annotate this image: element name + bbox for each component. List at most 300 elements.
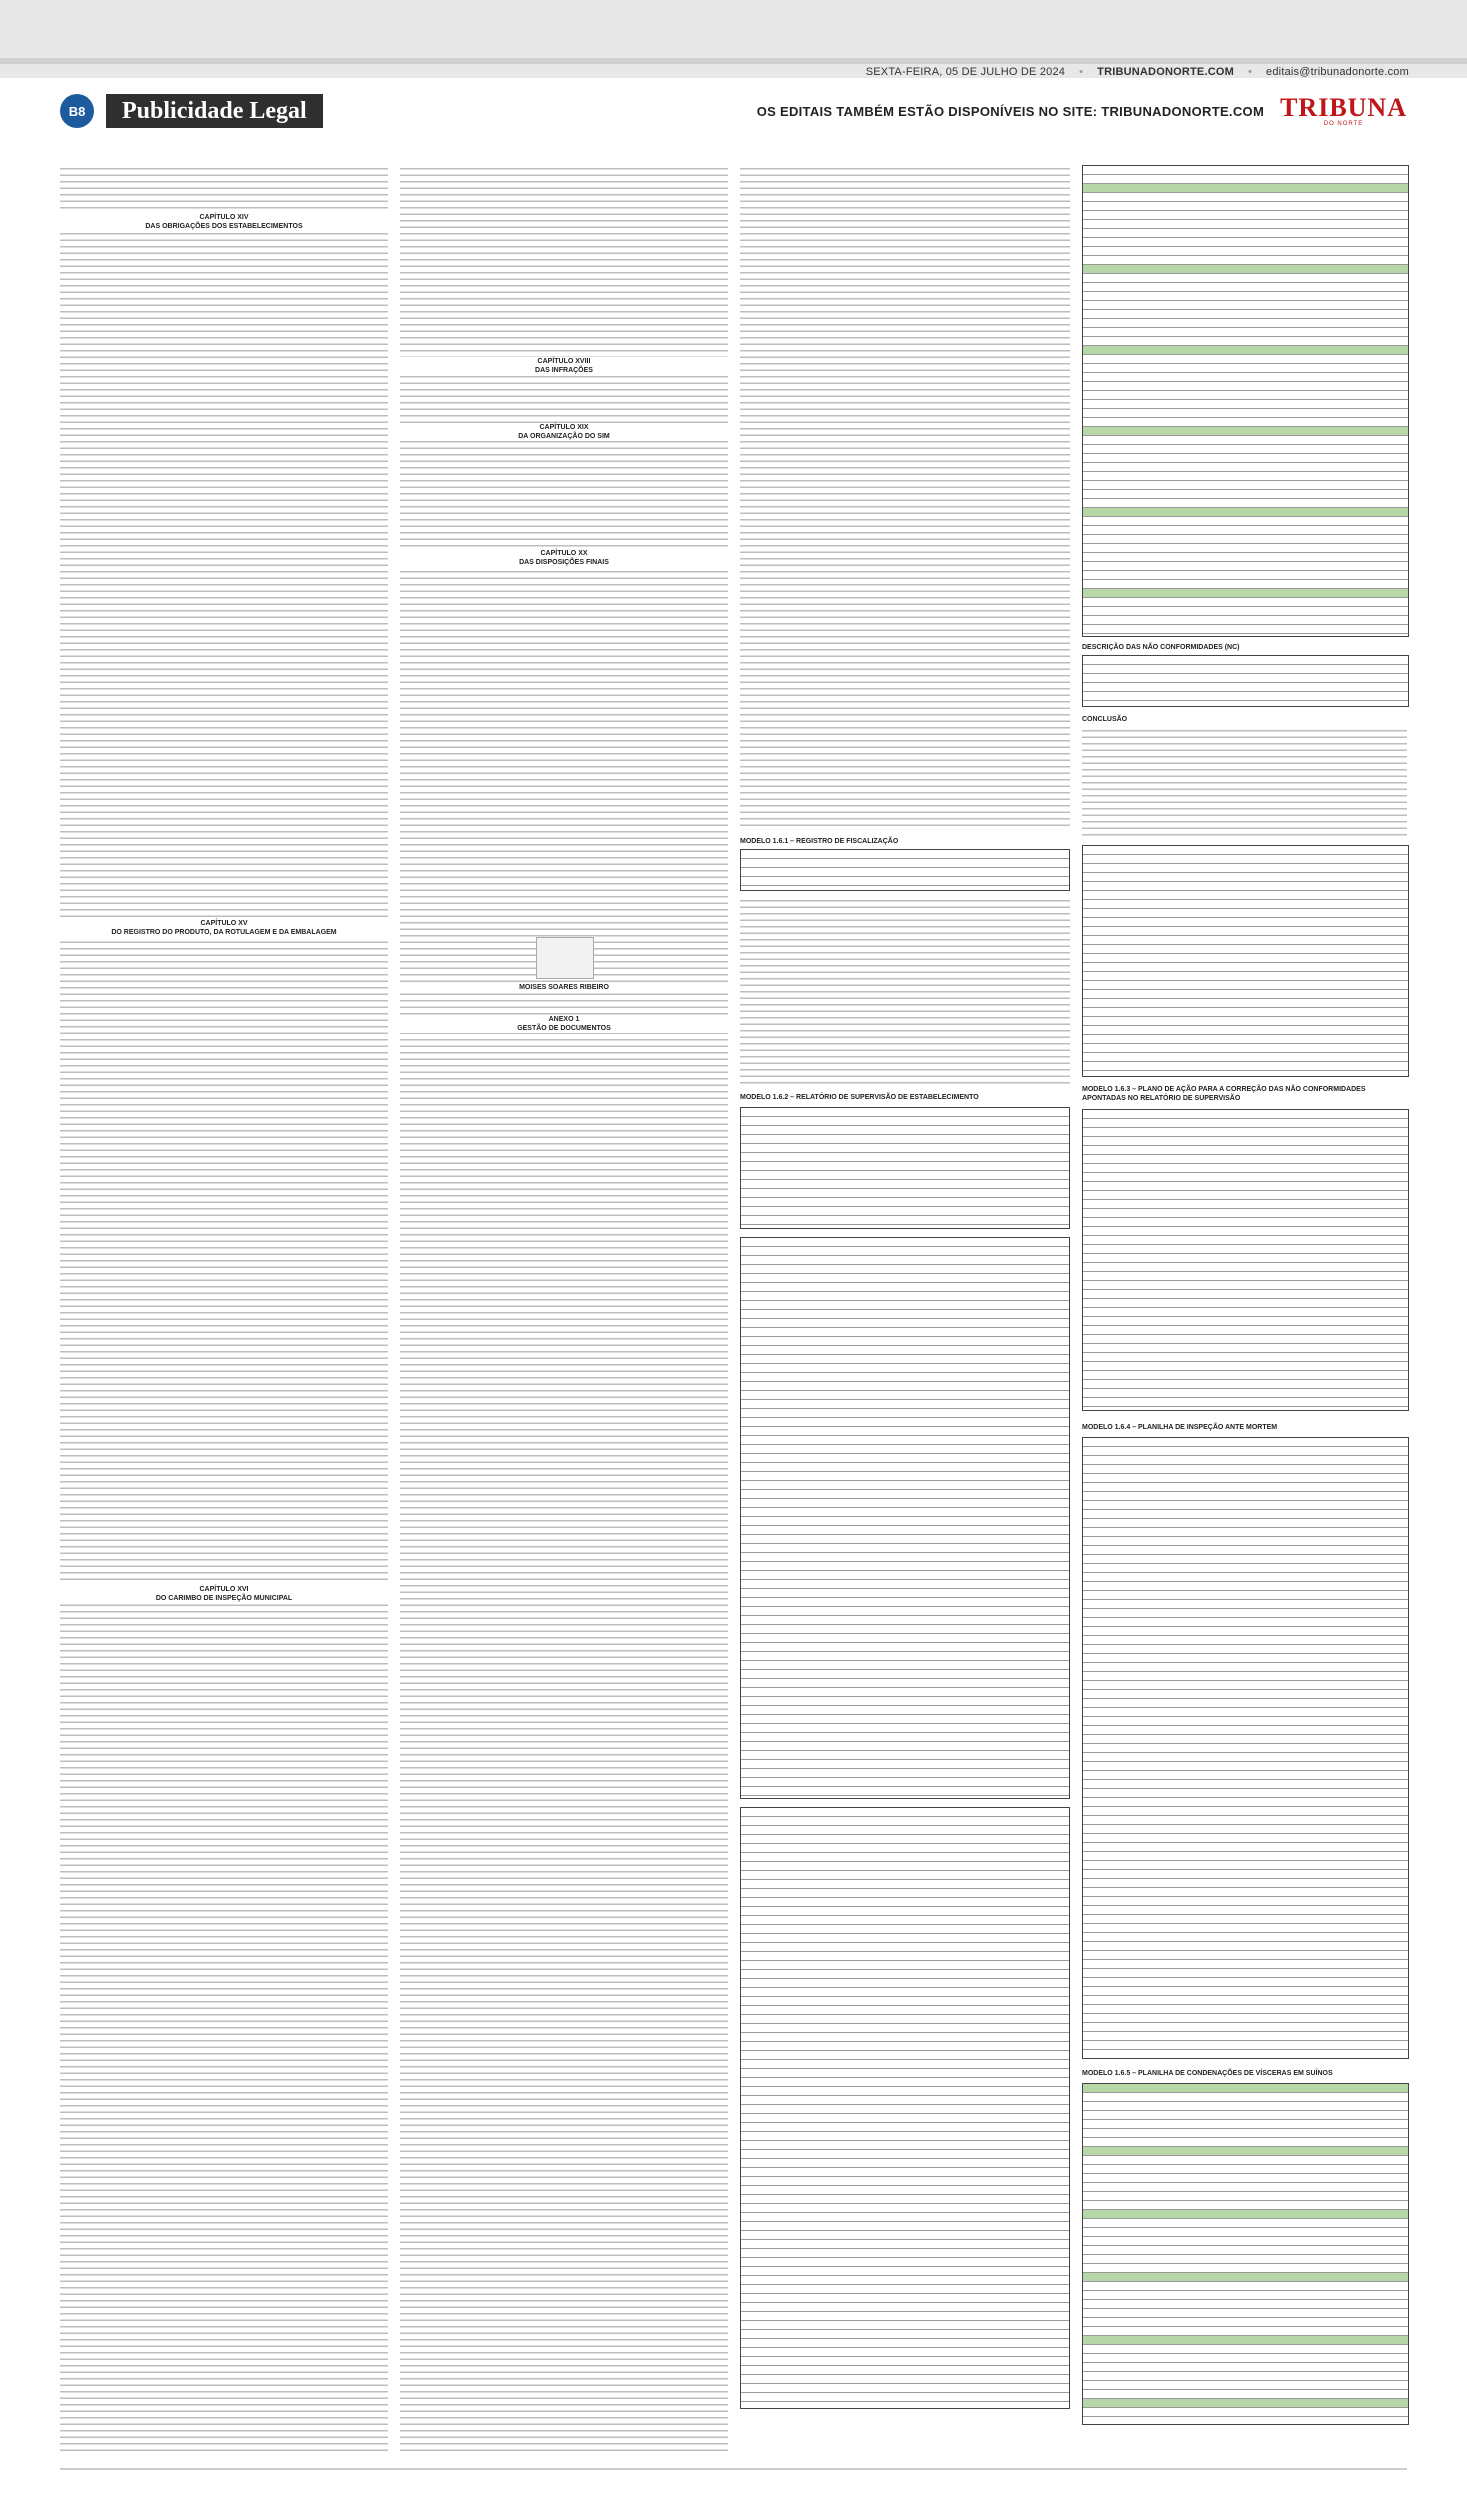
table-row	[1083, 1744, 1408, 1753]
table-row	[1083, 692, 1408, 701]
table-row	[741, 1688, 1069, 1697]
table-row	[741, 1283, 1069, 1292]
table-row	[1083, 1528, 1408, 1537]
table-row	[741, 2393, 1069, 2402]
table-row	[1083, 2282, 1408, 2291]
table-row	[1083, 1456, 1408, 1465]
table-row	[741, 1997, 1069, 2006]
table-row	[1083, 1906, 1408, 1915]
table-row	[1083, 1942, 1408, 1951]
table-row	[1083, 1044, 1408, 1053]
table-row	[741, 2348, 1069, 2357]
table-row	[1083, 1519, 1408, 1528]
table-row	[1083, 2327, 1408, 2336]
table-row	[741, 877, 1069, 886]
table-row	[741, 2141, 1069, 2150]
table-row	[741, 2132, 1069, 2141]
table-row	[1083, 1762, 1408, 1771]
table-row	[1083, 544, 1408, 553]
table-row	[1083, 373, 1408, 382]
legal-notice-body	[60, 165, 1407, 2455]
newspaper-logo	[1280, 95, 1407, 127]
table-row	[1083, 238, 1408, 247]
table-row	[1083, 2408, 1408, 2417]
table-row	[1083, 1834, 1408, 1843]
table-row	[741, 2249, 1069, 2258]
table-row	[1083, 1933, 1408, 1942]
table-row	[1083, 2129, 1408, 2138]
table-row	[741, 1355, 1069, 1364]
table-row	[1083, 2336, 1408, 2345]
table-row	[741, 1400, 1069, 1409]
table-row	[1083, 665, 1408, 674]
table-row	[1083, 1438, 1408, 1447]
table-row	[1083, 274, 1408, 283]
table-row	[1083, 1344, 1408, 1353]
table-row	[741, 2312, 1069, 2321]
table-row	[741, 1463, 1069, 1472]
table-row	[1083, 1591, 1408, 1600]
table-row	[741, 2015, 1069, 2024]
table-row	[1083, 625, 1408, 634]
table-row	[741, 1760, 1069, 1769]
table-row	[741, 1778, 1069, 1787]
table-row	[741, 2150, 1069, 2159]
chapter-title: DAS INFRAÇÕES	[400, 366, 728, 375]
table-row	[741, 1889, 1069, 1898]
table-row	[1083, 1816, 1408, 1825]
supervision-checklist-table	[740, 1237, 1070, 1799]
table-row	[1083, 301, 1408, 310]
table-row	[1083, 1771, 1408, 1780]
table-row	[741, 850, 1069, 859]
table-row	[1083, 319, 1408, 328]
table-row	[1083, 954, 1408, 963]
form-title: MODELO 1.6.3 – PLANO DE AÇÃO PARA A CORREÇÃO DAS NÃO CONFORMIDADES APONTADAS NO RELATÓRIO DE SUPERVISÃO	[1082, 1085, 1407, 1103]
table-row	[1083, 855, 1408, 864]
table-row	[1083, 346, 1408, 355]
table-row	[1083, 1996, 1408, 2005]
form-title: MODELO 1.6.5 – PLANILHA DE CONDENAÇÕES DE VÍSCERAS EM SUÍNOS	[1082, 2069, 1407, 2078]
table-row	[1083, 1735, 1408, 1744]
table-row	[741, 1589, 1069, 1598]
column-3-text	[740, 165, 1070, 830]
table-row	[1083, 2381, 1408, 2390]
table-row	[741, 1961, 1069, 1970]
table-row	[1083, 1209, 1408, 1218]
table-row	[1083, 292, 1408, 301]
table-row	[1083, 2372, 1408, 2381]
table-row	[1083, 2273, 1408, 2282]
table-row	[1083, 2291, 1408, 2300]
table-row	[1083, 2201, 1408, 2210]
table-row	[1083, 1654, 1408, 1663]
table-row	[741, 2375, 1069, 2384]
table-row	[1083, 1218, 1408, 1227]
chapter-title: DO REGISTRO DO PRODUTO, DA ROTULAGEM E DA EMBALAGEM	[60, 928, 388, 937]
table-row	[1083, 1573, 1408, 1582]
column-1-text	[60, 165, 388, 2455]
table-row	[1083, 490, 1408, 499]
table-row	[1083, 1483, 1408, 1492]
table-row	[1083, 1582, 1408, 1591]
table-row	[1083, 1852, 1408, 1861]
table-row	[1083, 2023, 1408, 2032]
table-row	[741, 1943, 1069, 1952]
table-row	[1083, 1128, 1408, 1137]
table-row	[741, 1742, 1069, 1751]
email-link[interactable]: editais@tribunadonorte.com	[1266, 66, 1409, 78]
table-row	[1083, 1035, 1408, 1044]
table-row	[741, 1571, 1069, 1580]
table-row	[1083, 1915, 1408, 1924]
table-row	[1083, 2014, 1408, 2023]
table-row	[1083, 535, 1408, 544]
table-row	[1083, 184, 1408, 193]
table-row	[1083, 1564, 1408, 1573]
table-row	[741, 1607, 1069, 1616]
table-row	[1083, 328, 1408, 337]
table-row	[1083, 963, 1408, 972]
table-row	[1083, 1870, 1408, 1879]
table-row	[1083, 1672, 1408, 1681]
table-row	[1083, 999, 1408, 1008]
table-row	[741, 2357, 1069, 2366]
table-row	[741, 1880, 1069, 1889]
table-row	[1083, 1789, 1408, 1798]
table-row	[1083, 1290, 1408, 1299]
table-row	[741, 2321, 1069, 2330]
table-row	[1083, 2032, 1408, 2041]
table-row	[1083, 1888, 1408, 1897]
chapter-heading: CAPÍTULO XIV	[60, 213, 388, 222]
table-row	[1083, 2345, 1408, 2354]
table-row	[741, 1499, 1069, 1508]
table-row	[1083, 1663, 1408, 1672]
table-row	[1083, 1492, 1408, 1501]
table-row	[741, 1952, 1069, 1961]
table-row	[1083, 1987, 1408, 1996]
table-row	[1083, 1951, 1408, 1960]
table-row	[741, 1180, 1069, 1189]
masthead-info	[866, 66, 1409, 78]
table-row	[1083, 1245, 1408, 1254]
table-row	[741, 2231, 1069, 2240]
table-row	[741, 1979, 1069, 1988]
table-row	[1083, 1389, 1408, 1398]
table-row	[741, 1238, 1069, 1247]
table-row	[741, 2096, 1069, 2105]
chapter-title: DAS DISPOSIÇÕES FINAIS	[400, 558, 728, 567]
table-row	[1083, 900, 1408, 909]
chapter-title: DO CARIMBO DE INSPEÇÃO MUNICIPAL	[60, 1594, 388, 1603]
table-row	[1083, 2210, 1408, 2219]
table-row	[741, 1916, 1069, 1925]
table-row	[741, 1526, 1069, 1535]
table-row	[1083, 1200, 1408, 1209]
table-row	[741, 1472, 1069, 1481]
page-footer-rule	[60, 2468, 1407, 2470]
table-row	[741, 1553, 1069, 1562]
table-row	[741, 2060, 1069, 2069]
table-row	[1083, 1272, 1408, 1281]
table-row	[741, 2159, 1069, 2168]
table-row	[1083, 1326, 1408, 1335]
table-row	[1083, 674, 1408, 683]
table-row	[741, 1319, 1069, 1328]
table-row	[1083, 864, 1408, 873]
table-row	[1083, 2138, 1408, 2147]
table-row	[741, 1544, 1069, 1553]
table-row	[1083, 1861, 1408, 1870]
table-row	[741, 1292, 1069, 1301]
table-row	[741, 2033, 1069, 2042]
table-row	[1083, 1371, 1408, 1380]
table-row	[1083, 1681, 1408, 1690]
action-plan-table	[1082, 1109, 1409, 1411]
table-row	[741, 1751, 1069, 1760]
table-row	[1083, 1690, 1408, 1699]
table-row	[1083, 2390, 1408, 2399]
table-row	[741, 1198, 1069, 1207]
table-row	[1083, 1960, 1408, 1969]
table-row	[741, 868, 1069, 877]
page-number: B8	[60, 94, 94, 128]
table-row	[1083, 1254, 1408, 1263]
table-row	[741, 1853, 1069, 1862]
self-control-checklist-table	[740, 1807, 1070, 2409]
chapter-title: DAS OBRIGAÇÕES DOS ESTABELECIMENTOS	[60, 222, 388, 231]
table-row	[741, 2267, 1069, 2276]
table-row	[741, 2384, 1069, 2393]
table-row	[1083, 2111, 1408, 2120]
table-row	[1083, 945, 1408, 954]
table-row	[741, 1346, 1069, 1355]
table-row	[741, 1427, 1069, 1436]
table-row	[1083, 2309, 1408, 2318]
table-row	[1083, 1317, 1408, 1326]
table-row	[741, 1598, 1069, 1607]
table-row	[741, 2276, 1069, 2285]
table-row	[741, 1108, 1069, 1117]
table-row	[1083, 2300, 1408, 2309]
column-3-text	[740, 897, 1070, 1085]
table-row	[741, 1562, 1069, 1571]
table-row	[1083, 562, 1408, 571]
table-row	[1083, 1465, 1408, 1474]
table-row	[1083, 391, 1408, 400]
table-row	[741, 1207, 1069, 1216]
form-heading: DESCRIÇÃO DAS NÃO CONFORMIDADES (NC)	[1082, 643, 1407, 652]
table-row	[1083, 2084, 1408, 2093]
annex-title: GESTÃO DE DOCUMENTOS	[400, 1024, 728, 1033]
table-row	[741, 1643, 1069, 1652]
table-row	[741, 2024, 1069, 2033]
logo-subtitle: DO NORTE	[1323, 121, 1364, 127]
table-row	[1083, 2237, 1408, 2246]
table-row	[741, 1454, 1069, 1463]
table-row	[1083, 2174, 1408, 2183]
table-row	[1083, 598, 1408, 607]
table-row	[741, 2294, 1069, 2303]
table-row	[1083, 463, 1408, 472]
table-row	[1083, 283, 1408, 292]
table-row	[741, 2186, 1069, 2195]
table-row	[1083, 409, 1408, 418]
table-row	[741, 1934, 1069, 1943]
table-row	[1083, 220, 1408, 229]
table-row	[1083, 2219, 1408, 2228]
table-row	[1083, 1708, 1408, 1717]
table-row	[741, 2087, 1069, 2096]
site-link[interactable]: TRIBUNADONORTE.COM	[1097, 66, 1234, 78]
table-row	[1083, 1119, 1408, 1128]
table-row	[741, 1135, 1069, 1144]
table-row	[741, 1697, 1069, 1706]
table-row	[741, 1337, 1069, 1346]
inspection-record-table	[740, 849, 1070, 891]
table-row	[741, 2204, 1069, 2213]
ante-mortem-table	[1082, 1437, 1409, 2059]
nonconformity-table	[1082, 655, 1409, 707]
table-row	[741, 1247, 1069, 1256]
table-row	[741, 1144, 1069, 1153]
chapter-heading: CAPÍTULO XVIII	[400, 357, 728, 366]
table-row	[1083, 918, 1408, 927]
table-row	[1083, 1362, 1408, 1371]
table-row	[1083, 517, 1408, 526]
table-row	[1083, 1609, 1408, 1618]
table-row	[1083, 2399, 1408, 2408]
edition-date: SEXTA-FEIRA, 05 DE JULHO DE 2024	[865, 66, 1066, 78]
table-row	[1083, 382, 1408, 391]
table-row	[741, 1301, 1069, 1310]
table-row	[1083, 1182, 1408, 1191]
table-row	[1083, 436, 1408, 445]
table-row	[741, 1862, 1069, 1871]
table-row	[741, 1490, 1069, 1499]
separator: •	[1247, 66, 1253, 78]
table-row	[741, 1373, 1069, 1382]
table-row	[1083, 589, 1408, 598]
table-row	[741, 2303, 1069, 2312]
table-row	[1083, 400, 1408, 409]
table-row	[1083, 981, 1408, 990]
table-row	[1083, 936, 1408, 945]
table-row	[741, 1988, 1069, 1997]
table-row	[1083, 355, 1408, 364]
table-row	[1083, 2093, 1408, 2102]
table-row	[1083, 2041, 1408, 2050]
chapter-heading: CAPÍTULO XVI	[60, 1585, 388, 1594]
table-row	[1083, 1510, 1408, 1519]
table-row	[1083, 846, 1408, 855]
table-row	[1083, 1008, 1408, 1017]
table-row	[1083, 1110, 1408, 1119]
table-row	[741, 1661, 1069, 1670]
program-checklist-table	[1082, 165, 1409, 637]
table-row	[741, 2006, 1069, 2015]
table-row	[741, 2258, 1069, 2267]
table-row	[1083, 1753, 1408, 1762]
table-row	[1083, 1645, 1408, 1654]
table-row	[741, 1706, 1069, 1715]
table-row	[1083, 1398, 1408, 1407]
table-row	[741, 1535, 1069, 1544]
table-row	[1083, 1062, 1408, 1071]
site-notice: OS EDITAIS TAMBÉM ESTÃO DISPONÍVEIS NO SITE: TRIBUNADONORTE.COM	[756, 103, 1265, 119]
masthead-rule	[0, 58, 1467, 64]
table-row	[1083, 1501, 1408, 1510]
table-row	[741, 1126, 1069, 1135]
table-row	[1083, 891, 1408, 900]
table-row	[741, 1652, 1069, 1661]
table-row	[1083, 1807, 1408, 1816]
table-row	[1083, 972, 1408, 981]
table-row	[741, 2078, 1069, 2087]
table-row	[1083, 1263, 1408, 1272]
table-row	[741, 2285, 1069, 2294]
table-row	[1083, 256, 1408, 265]
logo-wordmark: TRIBUNA	[1280, 93, 1407, 122]
chapter-heading: CAPÍTULO XV	[60, 919, 388, 928]
table-row	[741, 1925, 1069, 1934]
table-row	[741, 2330, 1069, 2339]
table-row	[1083, 1053, 1408, 1062]
table-row	[1083, 1978, 1408, 1987]
table-row	[1083, 1546, 1408, 1555]
table-row	[1083, 616, 1408, 625]
table-row	[1083, 1236, 1408, 1245]
table-row	[1083, 229, 1408, 238]
table-row	[1083, 1780, 1408, 1789]
table-row	[1083, 553, 1408, 562]
table-row	[1083, 1353, 1408, 1362]
annex-heading: ANEXO 1	[400, 1015, 728, 1024]
table-row	[1083, 882, 1408, 891]
table-row	[741, 1265, 1069, 1274]
table-row	[741, 1117, 1069, 1126]
table-row	[1083, 2156, 1408, 2165]
form-title: MODELO 1.6.2 – RELATÓRIO DE SUPERVISÃO DE ESTABELECIMENTO	[740, 1093, 1070, 1102]
table-row	[1083, 166, 1408, 175]
table-row	[1083, 1017, 1408, 1026]
table-row	[1083, 247, 1408, 256]
table-row	[1083, 1879, 1408, 1888]
table-row	[741, 2177, 1069, 2186]
table-row	[741, 1436, 1069, 1445]
table-row	[1083, 1299, 1408, 1308]
table-row	[1083, 1447, 1408, 1456]
table-row	[741, 1445, 1069, 1454]
table-row	[1083, 1537, 1408, 1546]
table-row	[741, 859, 1069, 868]
table-row	[741, 1670, 1069, 1679]
form-title: MODELO 1.6.1 – REGISTRO DE FISCALIZAÇÃO	[740, 837, 1070, 846]
table-row	[741, 2069, 1069, 2078]
table-row	[1083, 1726, 1408, 1735]
municipal-seal	[536, 937, 594, 979]
table-row	[1083, 526, 1408, 535]
table-row	[741, 1418, 1069, 1427]
table-row	[741, 1844, 1069, 1853]
supervision-header-table	[740, 1107, 1070, 1229]
chapter-title: DA ORGANIZAÇÃO DO SIM	[400, 432, 728, 441]
table-row	[741, 1679, 1069, 1688]
table-row	[1083, 454, 1408, 463]
table-row	[1083, 571, 1408, 580]
table-row	[1083, 1164, 1408, 1173]
